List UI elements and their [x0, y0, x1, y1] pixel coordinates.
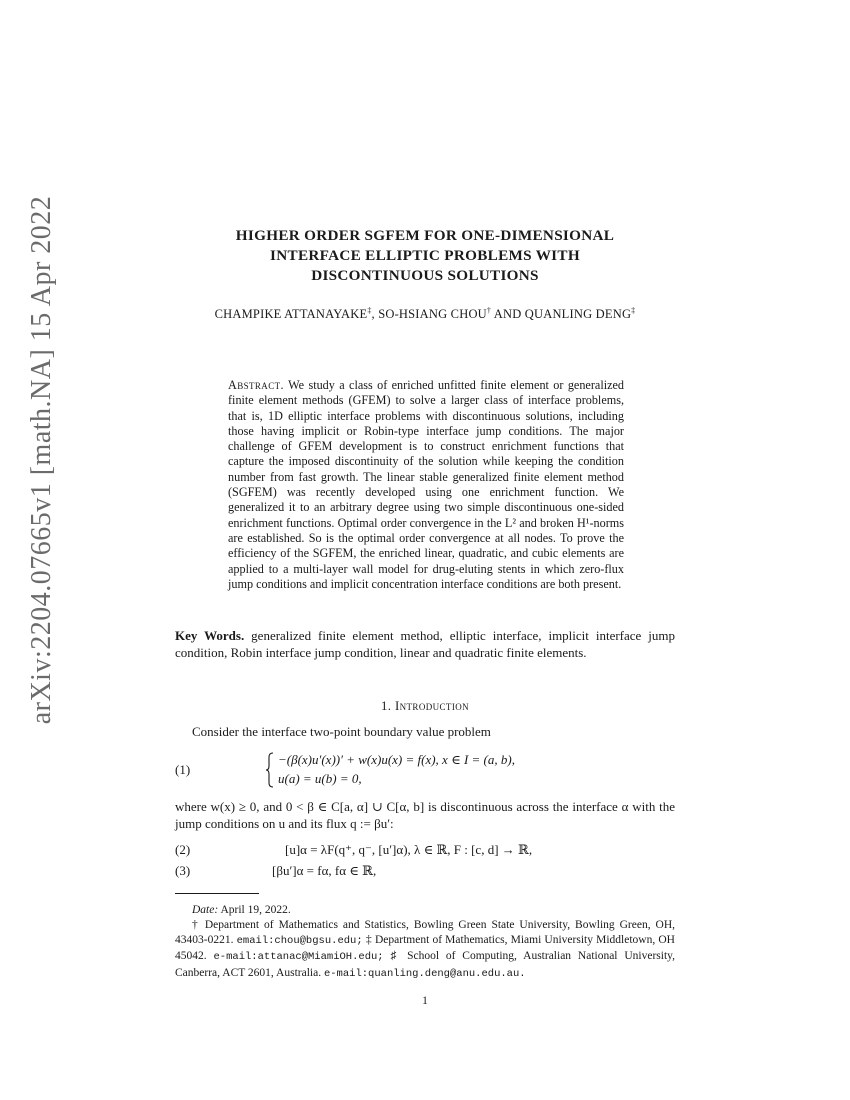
keywords-heading: Key Words. [175, 628, 245, 643]
dagger-mark: † [192, 919, 200, 931]
email-link[interactable]: e-mail:attanac@MiamiOH.edu; [213, 951, 384, 964]
affiliation: School of Computing, Australian National University, Canberra, ACT 2601, Australia. [175, 950, 676, 979]
affiliation: Department of Mathematics and Statistics, Bowling Green State University, Bowling Green, OH, 43403-0221. [175, 919, 676, 947]
date-value: April 19, 2022. [220, 904, 291, 916]
author-name: SO-HSIANG CHOU [378, 307, 487, 322]
intro-paragraph: Consider the interface two-point boundary value problem [192, 724, 491, 739]
keywords-text: generalized finite element method, elliptic interface, implicit interface jump condition, Robin interface jump condition, linear and quadratic finite elements. [175, 628, 675, 660]
title-line: DISCONTINUOUS SOLUTIONS [311, 267, 539, 284]
author-separator: , [371, 307, 379, 322]
title-line: HIGHER ORDER SGFEM FOR ONE-DIMENSIONAL [235, 227, 615, 244]
author-mark: ‡ [367, 306, 372, 315]
footnote-date [175, 903, 675, 918]
abstract-text: We study a class of enriched unfitted finite element or generalized finite element methods (GFEM) to solve a larger class of interface problems, that is, 1D elliptic interface problems with discontinuous solutions, including those having implicit or Robin-type interface jump conditions. The major challenge of GFEM development is to construct enrichment functions that capture the imposed discontinuity of the solution while keeping the condition number from fast growth. The linear stable generalized finite element method (SGFEM) was recently developed using one enrichment function. We generalized it to an arbitrary degree using two simple discontinuous one-sided enrichment functions. Optimal order convergence in the L² and broken H¹-norms are established. So is the optimal order convergence at all nodes. To prove the efficiency of the SGFEM, the enriched linear, quadratic, and cubic elements are applied to a multi-layer wall model for drug-eluting stents in which zero-flux jump conditions and implicit concentration interface conditions are both present. [228, 378, 624, 591]
arxiv-identifier: arXiv:2204.07665v1 [math.NA] 15 Apr 2022 [26, 195, 57, 725]
equation-line: [u]α = λF(q⁺, q⁻, [u′]α), λ ∈ ℝ, F : [c, d] → ℝ, [285, 842, 533, 857]
equation-line: [βu′]α = fα, fα ∈ ℝ, [272, 863, 377, 878]
abstract-heading: Abstract. [228, 378, 284, 392]
email-link[interactable]: email:chou@bgsu.edu; [236, 935, 363, 948]
section-number: 1. [380, 699, 392, 713]
abstract [228, 378, 624, 592]
section-title: Introduction [394, 699, 470, 713]
equation-number: (3) [175, 863, 191, 878]
section-heading [175, 699, 675, 714]
equation-number: (2) [175, 842, 191, 857]
title-line: INTERFACE ELLIPTIC PROBLEMS WITH [270, 247, 580, 264]
page-number: 1 [422, 995, 428, 1007]
left-brace-icon [265, 752, 275, 788]
affiliation: Department of Mathematics, Miami University Middletown, OH 45042. [175, 934, 675, 963]
intro-paragraph: where w(x) ≥ 0, and 0 < β ∈ C[a, α] ∪ C[α, b] is discontinuous across the interface α with the jump conditions on u and its flux q := βu′: [175, 799, 675, 831]
equation-number: (1) [175, 762, 191, 777]
footnote-affiliations [175, 918, 675, 982]
equation-line: u(a) = u(b) = 0, [278, 771, 362, 786]
footnote-rule [175, 893, 259, 894]
sharp-mark: ♯ [390, 950, 401, 963]
author-name: CHAMPIKE ATTANAYAKE [214, 307, 368, 322]
author-name: QUANLING DENG [524, 307, 632, 322]
email-link[interactable]: e-mail:quanling.deng@anu.edu.au. [323, 967, 526, 980]
author-separator: AND [491, 307, 525, 322]
paper-title [170, 226, 680, 286]
author-mark: ‡ [631, 306, 636, 315]
author-mark: † [486, 306, 492, 315]
author-list [150, 306, 700, 322]
equation-line: −(β(x)u′(x))′ + w(x)u(x) = f(x), x ∈ I = (a, b), [278, 752, 515, 767]
date-label: Date: [192, 904, 219, 916]
ddagger-mark: ‡ [365, 934, 372, 947]
keywords [175, 628, 675, 661]
